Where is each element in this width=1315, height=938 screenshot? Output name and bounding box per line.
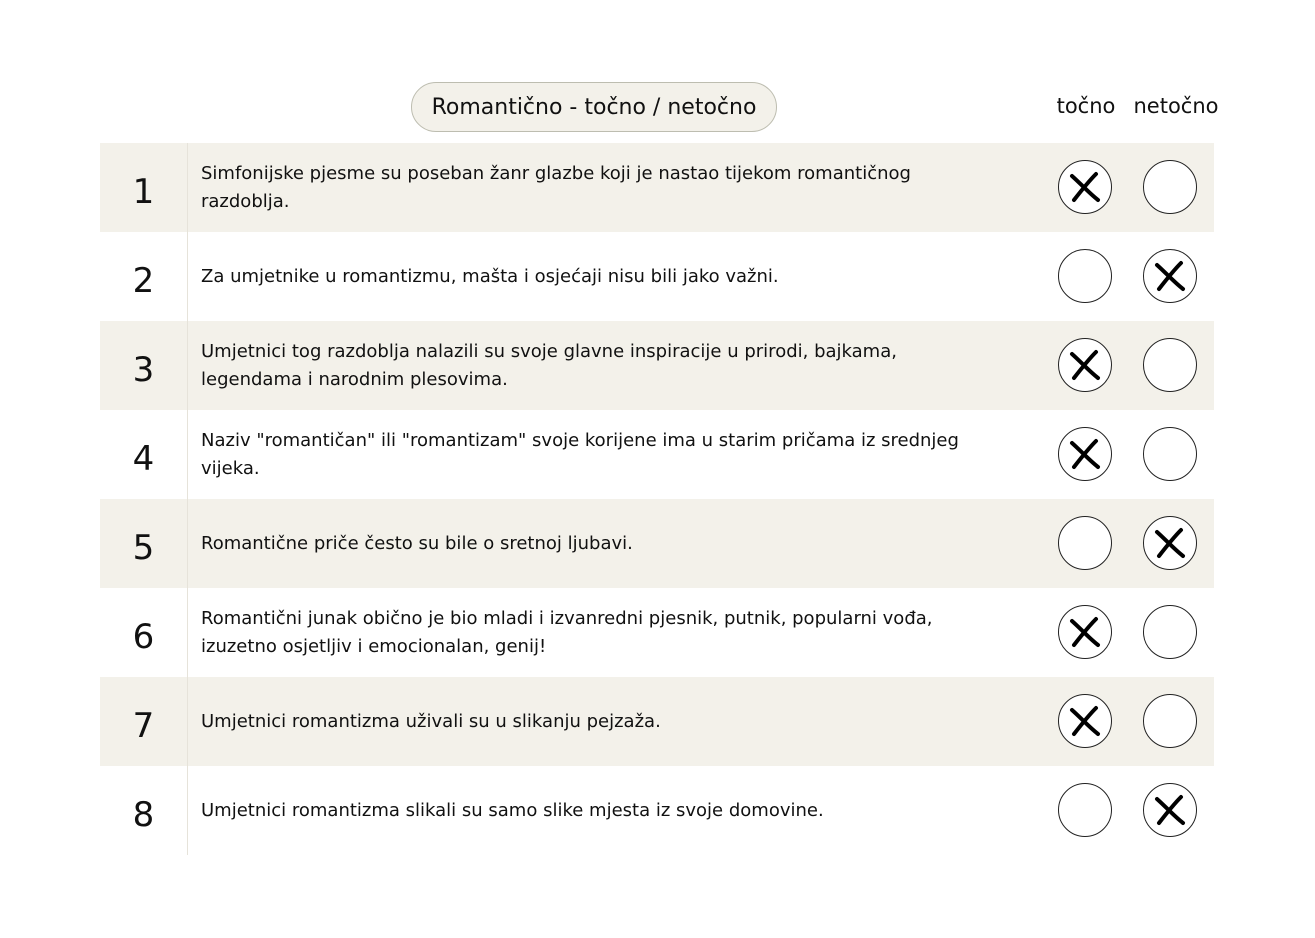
- true-checkbox[interactable]: [1058, 427, 1112, 481]
- true-checkbox[interactable]: [1058, 605, 1112, 659]
- worksheet-title: Romantično - točno / netočno: [411, 82, 777, 132]
- cross-icon: [1065, 612, 1105, 652]
- true-checkbox[interactable]: [1058, 783, 1112, 837]
- row-number: 2: [100, 232, 188, 321]
- table-row: [100, 321, 1214, 410]
- statement-text: Umjetnici romantizma uživali su u slikanju pejzaža.: [201, 710, 661, 732]
- cross-icon: [1150, 256, 1190, 296]
- statement-text: Simfonijske pjesme su poseban žanr glazbe koji je nastao tijekom romantičnog razdoblja.: [201, 162, 911, 212]
- cross-icon: [1065, 434, 1105, 474]
- table-row: [100, 499, 1214, 588]
- row-number: 8: [100, 766, 188, 855]
- cross-icon: [1065, 167, 1105, 207]
- true-checkbox[interactable]: [1058, 694, 1112, 748]
- false-checkbox[interactable]: [1143, 338, 1197, 392]
- table-row: [100, 232, 1214, 321]
- statement-text: Romantični junak obično je bio mladi i izvanredni pjesnik, putnik, popularni vođa, izuzetno osjetljiv i emocionalan, genij!: [201, 607, 933, 657]
- cross-icon: [1150, 523, 1190, 563]
- cross-icon: [1150, 790, 1190, 830]
- true-checkbox[interactable]: [1058, 249, 1112, 303]
- true-false-table: [100, 143, 1214, 855]
- statement-text: Romantične priče često su bile o sretnoj ljubavi.: [201, 532, 633, 554]
- false-checkbox[interactable]: [1143, 160, 1197, 214]
- row-number: 7: [100, 677, 188, 766]
- true-checkbox[interactable]: [1058, 516, 1112, 570]
- column-header-false: netočno: [1133, 94, 1219, 118]
- column-header-true: točno: [1056, 94, 1116, 118]
- row-number: 4: [100, 410, 188, 499]
- false-checkbox[interactable]: [1143, 249, 1197, 303]
- statement-text: Umjetnici romantizma slikali su samo slike mjesta iz svoje domovine.: [201, 799, 824, 821]
- false-checkbox[interactable]: [1143, 516, 1197, 570]
- table-row: [100, 143, 1214, 232]
- row-number: 5: [100, 499, 188, 588]
- cross-icon: [1065, 701, 1105, 741]
- false-checkbox[interactable]: [1143, 694, 1197, 748]
- false-checkbox[interactable]: [1143, 605, 1197, 659]
- statement-text: Naziv "romantičan" ili "romantizam" svoje korijene ima u starim pričama iz srednjeg vijeka.: [201, 429, 959, 479]
- table-row: [100, 677, 1214, 766]
- table-row: [100, 588, 1214, 677]
- row-number: 6: [100, 588, 188, 677]
- statement-text: Za umjetnike u romantizmu, mašta i osjećaji nisu bili jako važni.: [201, 265, 779, 287]
- false-checkbox[interactable]: [1143, 783, 1197, 837]
- true-checkbox[interactable]: [1058, 160, 1112, 214]
- row-number: 1: [100, 143, 188, 232]
- false-checkbox[interactable]: [1143, 427, 1197, 481]
- cross-icon: [1065, 345, 1105, 385]
- row-number: 3: [100, 321, 188, 410]
- true-checkbox[interactable]: [1058, 338, 1112, 392]
- table-row: [100, 410, 1214, 499]
- statement-text: Umjetnici tog razdoblja nalazili su svoje glavne inspiracije u prirodi, bajkama, legendama i narodnim plesovima.: [201, 340, 897, 390]
- table-row: [100, 766, 1214, 855]
